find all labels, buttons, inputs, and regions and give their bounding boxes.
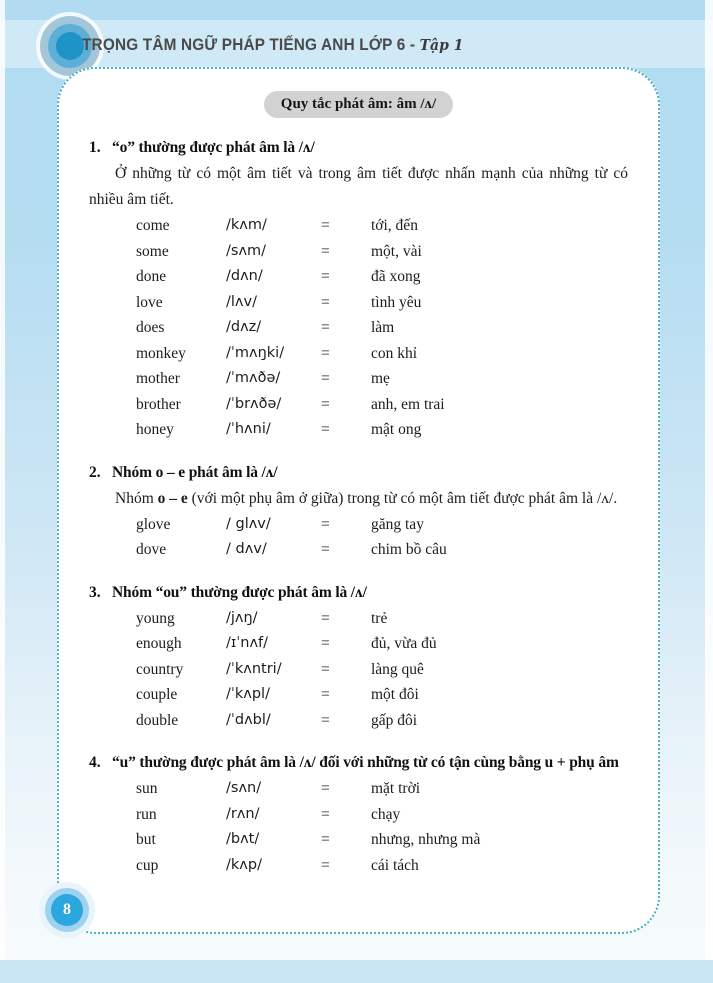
- ipa-transcription: /ˈhʌni/: [226, 421, 271, 437]
- english-word: sun: [136, 780, 158, 797]
- equals-sign: =: [321, 268, 330, 285]
- vietnamese-meaning: một đôi: [371, 686, 419, 703]
- equals-sign: =: [321, 242, 330, 260]
- word-row: [136, 708, 628, 734]
- equals-sign: =: [321, 660, 330, 678]
- word-row: [136, 802, 628, 828]
- equals-sign: =: [321, 635, 330, 652]
- section-number: 4.: [89, 754, 101, 771]
- paragraph-segment: (với một phụ âm ở giữa) trong từ có một âm tiết được phát âm là /ʌ/.: [187, 489, 618, 507]
- ipa-transcription: /ˈbrʌðə/: [226, 395, 282, 412]
- english-word: country: [136, 660, 184, 678]
- section-heading: [89, 750, 628, 776]
- section-4: [89, 750, 628, 878]
- ipa-transcription: /ˈdʌbl/: [226, 711, 271, 728]
- english-word: young: [136, 609, 175, 627]
- section-1: [89, 135, 628, 443]
- ipa-transcription: /jʌŋ/: [226, 609, 258, 626]
- ipa-transcription: /ˈmʌŋki/: [226, 344, 285, 361]
- ipa-transcription: /sʌm/: [226, 242, 267, 259]
- equals-sign: =: [321, 856, 330, 874]
- english-word: glove: [136, 515, 171, 533]
- vietnamese-meaning: nhưng, nhưng mà: [371, 831, 481, 848]
- ipa-transcription: /bʌt/: [226, 831, 260, 847]
- word-row: [136, 657, 628, 683]
- word-table: [136, 512, 628, 563]
- section-number: 1.: [89, 139, 101, 156]
- word-row: [136, 341, 628, 367]
- section-title: Nhóm “ou” thường được phát âm là /ʌ/: [112, 583, 367, 601]
- vietnamese-meaning: làng quê: [371, 660, 424, 678]
- right-page-margin: [705, 0, 713, 960]
- equals-sign: =: [321, 515, 330, 533]
- word-row: [136, 290, 628, 316]
- ipa-transcription: /rʌn/: [226, 805, 260, 822]
- ipa-transcription: /kʌp/: [226, 856, 262, 873]
- vietnamese-meaning: tới, đến: [371, 217, 418, 234]
- ipa-transcription: /sʌn/: [226, 780, 262, 796]
- ipa-transcription: /dʌn/: [226, 268, 263, 284]
- section-paragraph: [89, 161, 628, 213]
- section-title: “o” thường được phát âm là /ʌ/: [112, 139, 315, 156]
- book-header: [82, 36, 463, 55]
- section-heading: [89, 460, 628, 486]
- paragraph-segment: o – e: [157, 489, 188, 507]
- word-row: [136, 853, 628, 879]
- vietnamese-meaning: mặt trời: [371, 780, 421, 797]
- english-word: love: [136, 293, 163, 311]
- english-word: dove: [136, 541, 167, 558]
- equals-sign: =: [321, 831, 330, 848]
- ipa-transcription: / glʌv/: [226, 515, 271, 532]
- vietnamese-meaning: đã xong: [371, 268, 421, 285]
- ipa-transcription: /lʌv/: [226, 293, 257, 310]
- word-row: [136, 776, 628, 802]
- word-table: [136, 606, 628, 734]
- equals-sign: =: [321, 609, 330, 627]
- word-row: [136, 239, 628, 265]
- vietnamese-meaning: anh, em trai: [371, 395, 445, 413]
- english-word: cup: [136, 856, 159, 874]
- section-title: “u” thường được phát âm là /ʌ/ đối với những từ có tận cùng bằng u + phụ âm: [112, 754, 619, 771]
- english-word: enough: [136, 635, 182, 652]
- vietnamese-meaning: cái tách: [371, 856, 419, 874]
- word-row: [136, 631, 628, 657]
- english-word: but: [136, 831, 156, 848]
- vietnamese-meaning: chim bồ câu: [371, 541, 447, 558]
- paragraph-segment: Ở những từ có một âm tiết và trong âm tiết được nhấn mạnh của những từ có nhiều âm tiết.: [89, 165, 628, 208]
- paragraph-segment: Nhóm: [115, 489, 158, 507]
- word-row: [136, 512, 628, 538]
- book-title: TRỌNG TÂM NGỮ PHÁP TIẾNG ANH LỚP 6 -: [82, 36, 416, 54]
- vietnamese-meaning: găng tay: [371, 515, 424, 533]
- english-word: mother: [136, 370, 180, 387]
- equals-sign: =: [321, 686, 330, 703]
- ipa-transcription: /ɪˈnʌf/: [226, 635, 269, 651]
- equals-sign: =: [321, 711, 330, 729]
- vietnamese-meaning: tình yêu: [371, 293, 422, 311]
- ipa-transcription: /ˈkʌntri/: [226, 660, 282, 677]
- vietnamese-meaning: làm: [371, 319, 395, 336]
- english-word: run: [136, 805, 157, 823]
- page-number-badge: 8: [51, 894, 83, 926]
- ipa-transcription: /kʌm/: [226, 217, 267, 233]
- english-word: done: [136, 268, 167, 285]
- section-number: 3.: [89, 583, 101, 601]
- section-heading: [89, 135, 628, 161]
- ipa-transcription: /dʌz/: [226, 319, 262, 335]
- ipa-transcription: /ˈmʌðə/: [226, 370, 281, 386]
- english-word: come: [136, 217, 170, 234]
- ipa-transcription: / dʌv/: [226, 541, 267, 557]
- word-row: [136, 606, 628, 632]
- equals-sign: =: [321, 541, 330, 558]
- equals-sign: =: [321, 344, 330, 362]
- bottom-band: [0, 960, 713, 983]
- english-word: brother: [136, 395, 181, 413]
- logo-core: [56, 32, 84, 60]
- equals-sign: =: [321, 370, 330, 387]
- word-table: [136, 776, 628, 878]
- english-word: does: [136, 319, 165, 336]
- equals-sign: =: [321, 780, 330, 797]
- english-word: double: [136, 711, 179, 729]
- equals-sign: =: [321, 319, 330, 336]
- english-word: couple: [136, 686, 178, 703]
- english-word: monkey: [136, 344, 186, 362]
- equals-sign: =: [321, 217, 330, 234]
- word-row: [136, 827, 628, 853]
- section-2: [89, 460, 628, 563]
- word-table: [136, 213, 628, 443]
- vietnamese-meaning: đủ, vừa đủ: [371, 635, 437, 652]
- vietnamese-meaning: gấp đôi: [371, 711, 418, 729]
- section-paragraph: [89, 486, 628, 512]
- vietnamese-meaning: trẻ: [371, 609, 388, 627]
- section-title: Nhóm o – e phát âm là /ʌ/: [112, 463, 278, 481]
- vietnamese-meaning: chạy: [371, 805, 401, 823]
- equals-sign: =: [321, 293, 330, 311]
- word-row: [136, 392, 628, 418]
- content-card: [57, 67, 660, 934]
- vietnamese-meaning: một, vài: [371, 242, 422, 260]
- word-row: [136, 264, 628, 290]
- section-heading: [89, 580, 628, 606]
- word-row: [136, 417, 628, 443]
- vietnamese-meaning: mật ong: [371, 421, 422, 438]
- equals-sign: =: [321, 395, 330, 413]
- equals-sign: =: [321, 421, 330, 438]
- word-row: [136, 537, 628, 563]
- word-row: [136, 366, 628, 392]
- book-volume: Tập 1: [419, 36, 464, 54]
- word-row: [136, 682, 628, 708]
- left-page-margin: [0, 0, 5, 960]
- section-number: 2.: [89, 463, 101, 481]
- lesson-title-badge: Quy tắc phát âm: âm /ʌ/: [264, 91, 453, 118]
- equals-sign: =: [321, 805, 330, 823]
- vietnamese-meaning: mẹ: [371, 370, 390, 387]
- section-3: [89, 580, 628, 734]
- english-word: honey: [136, 421, 174, 438]
- word-row: [136, 315, 628, 341]
- sections-container: [89, 135, 628, 878]
- word-row: [136, 213, 628, 239]
- vietnamese-meaning: con khỉ: [371, 344, 418, 362]
- english-word: some: [136, 242, 169, 260]
- ipa-transcription: /ˈkʌpl/: [226, 686, 270, 702]
